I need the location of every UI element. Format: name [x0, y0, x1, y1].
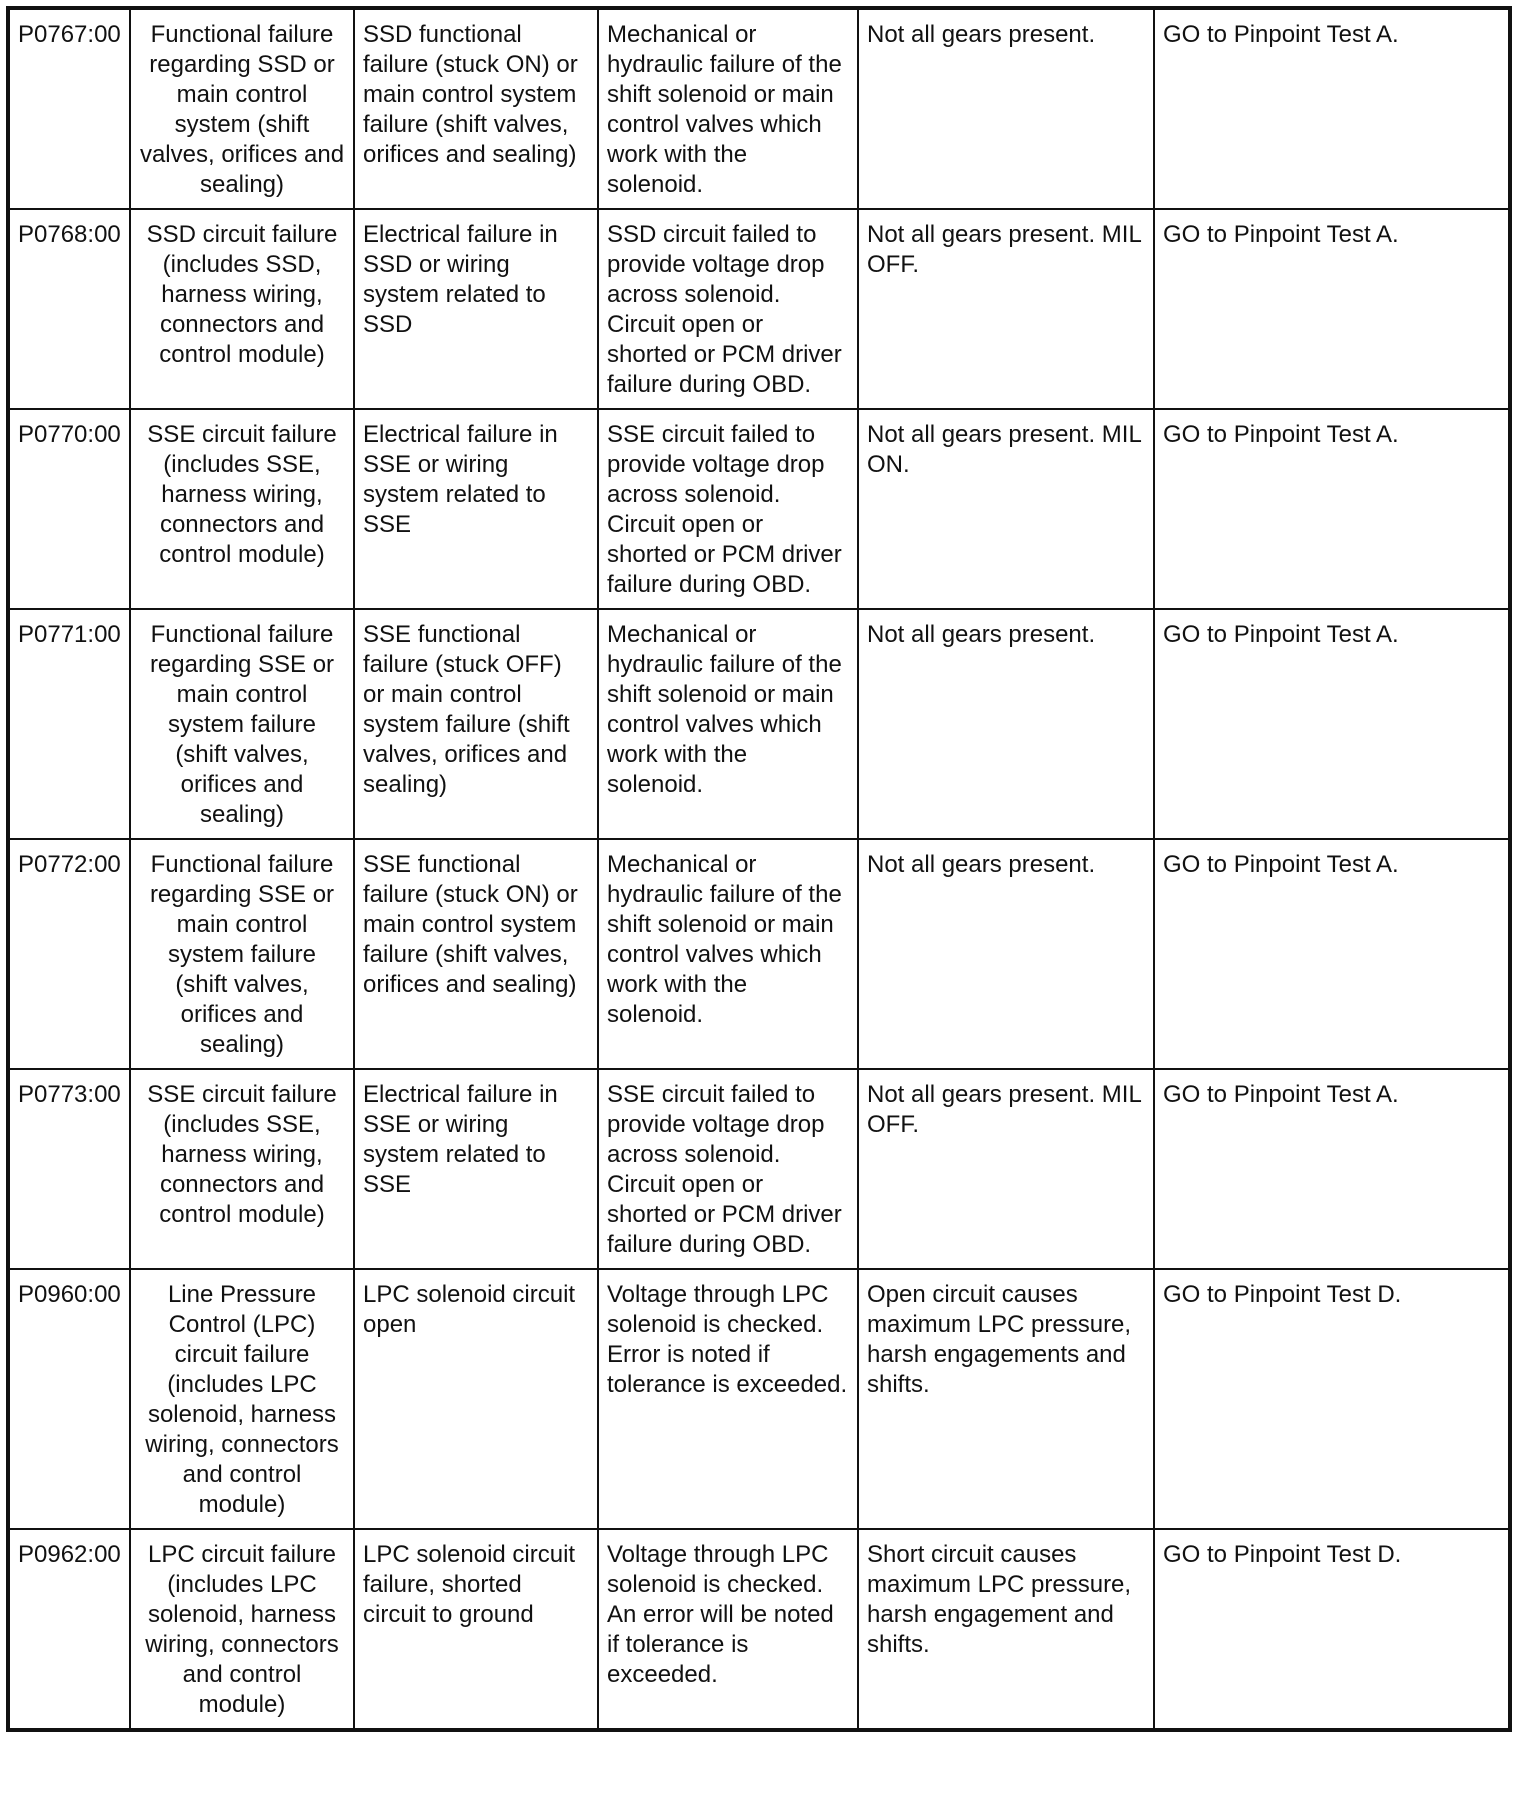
description-cell: SSE circuit failure (includes SSE, harness wiring, connectors and control module)	[130, 409, 354, 609]
condition-cell: Electrical failure in SSD or wiring system related to SSD	[354, 209, 598, 409]
table-row	[8, 8, 1510, 209]
description-cell: SSD circuit failure (includes SSD, harness wiring, connectors and control module)	[130, 209, 354, 409]
detail-cell: Mechanical or hydraulic failure of the shift solenoid or main control valves which work with the solenoid.	[598, 609, 858, 839]
symptom-cell: Short circuit causes maximum LPC pressure, harsh engagement and shifts.	[858, 1529, 1154, 1730]
table-row	[8, 609, 1510, 839]
condition-cell: LPC solenoid circuit failure, shorted circuit to ground	[354, 1529, 598, 1730]
dtc-code-cell: P0962:00	[8, 1529, 130, 1730]
symptom-cell: Not all gears present. MIL ON.	[858, 409, 1154, 609]
symptom-cell: Not all gears present. MIL OFF.	[858, 1069, 1154, 1269]
symptom-cell: Not all gears present. MIL OFF.	[858, 209, 1154, 409]
detail-cell: SSE circuit failed to provide voltage drop across solenoid. Circuit open or shorted or PCM driver failure during OBD.	[598, 409, 858, 609]
detail-cell: Voltage through LPC solenoid is checked. Error is noted if tolerance is exceeded.	[598, 1269, 858, 1529]
detail-cell: Mechanical or hydraulic failure of the shift solenoid or main control valves which work with the solenoid.	[598, 839, 858, 1069]
dtc-code-cell: P0768:00	[8, 209, 130, 409]
table-row	[8, 209, 1510, 409]
description-cell: SSE circuit failure (includes SSE, harness wiring, connectors and control module)	[130, 1069, 354, 1269]
table-row	[8, 1529, 1510, 1730]
action-cell: GO to Pinpoint Test A.	[1154, 839, 1510, 1069]
symptom-cell: Not all gears present.	[858, 609, 1154, 839]
dtc-code-cell: P0960:00	[8, 1269, 130, 1529]
action-cell: GO to Pinpoint Test A.	[1154, 8, 1510, 209]
action-cell: GO to Pinpoint Test A.	[1154, 609, 1510, 839]
condition-cell: SSD functional failure (stuck ON) or main control system failure (shift valves, orifices and sealing)	[354, 8, 598, 209]
condition-cell: Electrical failure in SSE or wiring system related to SSE	[354, 409, 598, 609]
detail-cell: Voltage through LPC solenoid is checked. An error will be noted if tolerance is exceeded.	[598, 1529, 858, 1730]
description-cell: Functional failure regarding SSE or main control system failure (shift valves, orifices and sealing)	[130, 609, 354, 839]
action-cell: GO to Pinpoint Test A.	[1154, 409, 1510, 609]
dtc-code-cell: P0767:00	[8, 8, 130, 209]
description-cell: LPC circuit failure (includes LPC solenoid, harness wiring, connectors and control module)	[130, 1529, 354, 1730]
description-cell: Line Pressure Control (LPC) circuit failure (includes LPC solenoid, harness wiring, connectors and control module)	[130, 1269, 354, 1529]
detail-cell: SSD circuit failed to provide voltage drop across solenoid. Circuit open or shorted or PCM driver failure during OBD.	[598, 209, 858, 409]
dtc-code-cell: P0771:00	[8, 609, 130, 839]
action-cell: GO to Pinpoint Test A.	[1154, 209, 1510, 409]
symptom-cell: Not all gears present.	[858, 8, 1154, 209]
table-row	[8, 1269, 1510, 1529]
detail-cell: SSE circuit failed to provide voltage drop across solenoid. Circuit open or shorted or PCM driver failure during OBD.	[598, 1069, 858, 1269]
table-row	[8, 1069, 1510, 1269]
symptom-cell: Not all gears present.	[858, 839, 1154, 1069]
detail-cell: Mechanical or hydraulic failure of the shift solenoid or main control valves which work with the solenoid.	[598, 8, 858, 209]
action-cell: GO to Pinpoint Test D.	[1154, 1529, 1510, 1730]
condition-cell: SSE functional failure (stuck OFF) or main control system failure (shift valves, orifices and sealing)	[354, 609, 598, 839]
dtc-table	[6, 6, 1512, 1732]
dtc-code-cell: P0772:00	[8, 839, 130, 1069]
table-row	[8, 409, 1510, 609]
description-cell: Functional failure regarding SSE or main control system failure (shift valves, orifices and sealing)	[130, 839, 354, 1069]
dtc-code-cell: P0770:00	[8, 409, 130, 609]
dtc-code-cell: P0773:00	[8, 1069, 130, 1269]
action-cell: GO to Pinpoint Test D.	[1154, 1269, 1510, 1529]
condition-cell: Electrical failure in SSE or wiring system related to SSE	[354, 1069, 598, 1269]
symptom-cell: Open circuit causes maximum LPC pressure, harsh engagements and shifts.	[858, 1269, 1154, 1529]
condition-cell: SSE functional failure (stuck ON) or main control system failure (shift valves, orifices and sealing)	[354, 839, 598, 1069]
description-cell: Functional failure regarding SSD or main control system (shift valves, orifices and sealing)	[130, 8, 354, 209]
action-cell: GO to Pinpoint Test A.	[1154, 1069, 1510, 1269]
table-row	[8, 839, 1510, 1069]
condition-cell: LPC solenoid circuit open	[354, 1269, 598, 1529]
